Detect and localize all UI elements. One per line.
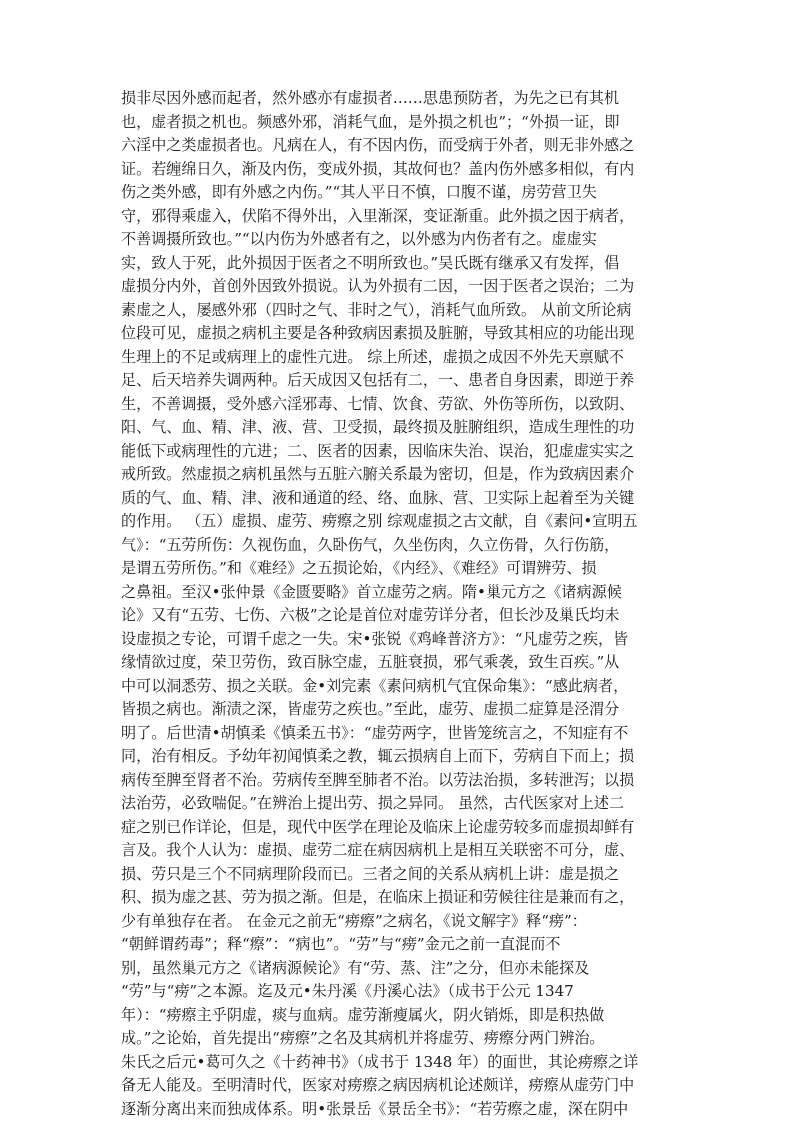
text-line: “劳”与“痨”之本源。迄及元•朱丹溪《丹溪心法》（成书于公元 1347 (121, 982, 574, 1000)
text-line: 皆损之病也。渐渍之深，皆虚劳之疾也。”至此，虚劳、虚损二症算是泾渭分 (121, 700, 620, 718)
text-line: 生，不善调摄，受外感六淫邪毒、七情、饮食、劳欲、外伤等所伤，以致阴、 (121, 394, 635, 413)
text-line: 法治劳，必致喘促。”在辨治上提出劳、损之异同。 虽然，古代医家对上述二 (121, 794, 625, 812)
text-line: 足、后天培养失调两种。后天成因又包括有二，一、患者自身因素，即逆于养 (121, 371, 635, 389)
text-line: 阳、气、血、精、津、液、营、卫受损，最终损及脏腑组织，造成生理性的功 (121, 418, 635, 436)
text-line: 成。”之论始，首先提出“痨瘵”之名及其病机并将虚劳、痨瘵分两门辨治。 (121, 1029, 605, 1047)
text-line: 逐渐分离出来而独成体系。明•张景岳《景岳全书》：“若劳瘵之虚，深在阴中 (121, 1099, 629, 1118)
text-line: 六淫中之类虚损者也。凡病在人，有不因内伤，而受病于外者，则无非外感之 (121, 136, 635, 154)
text-line: 证。若缠绵日久，渐及内伤，变成外损，其故何也？盖内伤外感多相似，有内 (121, 159, 635, 178)
text-line: 损非尽因外感而起者，然外感亦有虚损者……思患预防者，为先之已有其机 (121, 89, 620, 107)
text-line: 守，邪得乘虚入，伏陷不得外出，入里渐深，变证渐重。此外损之因于病者， (121, 206, 635, 225)
text-line: 论》又有“五劳、七伤、六极”之论是首位对虚劳详分者，但长沙及巢氏均未 (121, 606, 620, 624)
text-line: 中可以洞悉劳、损之关联。金•刘完素《素问病机气宜保命集》：“感此病者， (121, 676, 629, 695)
text-line: 明了。后世清•胡慎柔《慎柔五书》：“虚劳两字，世皆笼统言之，不知症有不 (121, 723, 629, 742)
text-line: 朱氏之后元•葛可久之《十药神书》（成书于 1348 年）的面世，其论痨瘵之详 (121, 1052, 639, 1071)
text-line: 质的气、血、精、津、液和通道的经、络、血脉、营、卫实际上起着至为关键 (121, 488, 635, 507)
text-line: 也，虚者损之机也。频感外邪，消耗气血，是外损之机也”；“外损一证，即 (121, 112, 620, 131)
text-line: 气》：“五劳所伤：久视伤血，久卧伤气，久坐伤肉，久立伤骨，久行伤筋， (121, 535, 620, 554)
text-line: 积、损为虚之甚、劳为损之渐。但是，在临床上损证和劳候往往是兼而有之， (121, 888, 635, 906)
text-line: 设虚损之专论，可谓千虑之一失。宋•张锐《鸡峰普济方》：“凡虚劳之疾，皆 (121, 629, 629, 648)
body-text (121, 87, 681, 1121)
text-line: 的作用。 （五）虚损、虚劳、痨瘵之别 综观虚损之古文献，自《素问•宣明五 (121, 512, 638, 530)
text-line: 戒所致。然虚损之病机虽然与五脏六腑关系最为密切，但是，作为致病因素介 (121, 465, 635, 483)
text-line: 少有单独存在者。 在金元之前无“痨瘵”之病名，《说文解字》释“痨”： (121, 911, 587, 930)
text-line: 不善调摄所致也。”“以内伤为外感者有之，以外感为内伤者有之。虚虚实 (121, 230, 597, 248)
text-line: 年）：“痨瘵主乎阴虚，痰与血病。虚劳渐瘦属火，阴火销烁，即是积热做 (121, 1005, 605, 1024)
text-line: 伤之类外感，即有外感之内伤。”“其人平日不慎，口腹不谨，房劳营卫失 (121, 183, 597, 201)
text-line: 生理上的不足或病理上的虚性亢进。 综上所述，虚损之成因不外先天禀赋不 (121, 347, 624, 366)
text-line: 同，治有相反。予幼年初闻慎柔之教，辄云损病自上而下，劳病自下而上；损 (121, 747, 635, 765)
text-line: 位段可见，虚损之病机主要是各种致病因素损及脏腑，导致其相应的功能出现 (121, 324, 635, 342)
text-line: 能低下或病理性的亢进；二、医者的因素，因临床失治、误治，犯虚虚实实之 (121, 441, 635, 460)
text-line: 虚损分内外，首创外因致外损说。认为外损有二因，一因于医者之误治；二为 (121, 277, 635, 295)
text-line: 损、劳只是三个不同病理阶段而已。三者之间的关系从病机上讲：虚是损之 (121, 864, 620, 883)
text-line: 实，致人于死，此外损因于医者之不明所致也。”吴氏既有继承又有发挥，倡 (121, 253, 620, 272)
text-line: 症之别已作详论，但是，现代中医学在理论及临床上论虚劳较多而虚损却鲜有 (121, 817, 635, 836)
text-line: 病传至脾至肾者不治。劳病传至脾至肺者不治。以劳法治损，多转泄泻；以损 (121, 770, 635, 789)
text-line: 是谓五劳所伤。”和《难经》之五损论始，《内经》、《难经》可谓辨劳、损 (121, 559, 597, 577)
text-line: 之鼻祖。至汉•张仲景《金匮要略》首立虚劳之病。隋•巢元方之《诸病源候 (121, 582, 622, 601)
text-line: 备无人能及。至明清时代，医家对痨瘵之病因病机论述颇详，痨瘵从虚劳门中 (121, 1076, 635, 1094)
text-line: 言及。我个人认为：虚损、虚劳二症在病因病机上是相互关联密不可分，虚、 (121, 841, 635, 859)
text-line: 别，虽然巢元方之《诸病源候论》有“劳、蒸、注”之分，但亦未能探及 (121, 958, 590, 977)
text-line: “朝鲜谓药毒”；释“瘵”：“病也”。“劳”与“痨”金元之前一直混而不 (121, 935, 561, 953)
text-line: 素虚之人，屡感外邪（四时之气、非时之气），消耗气血所致。 从前文所论病 (121, 300, 632, 319)
text-line: 缘情欲过度，荣卫劳伤，致百脉空虚，五脏衰损，邪气乘袭，致生百疾。”从 (121, 653, 620, 671)
